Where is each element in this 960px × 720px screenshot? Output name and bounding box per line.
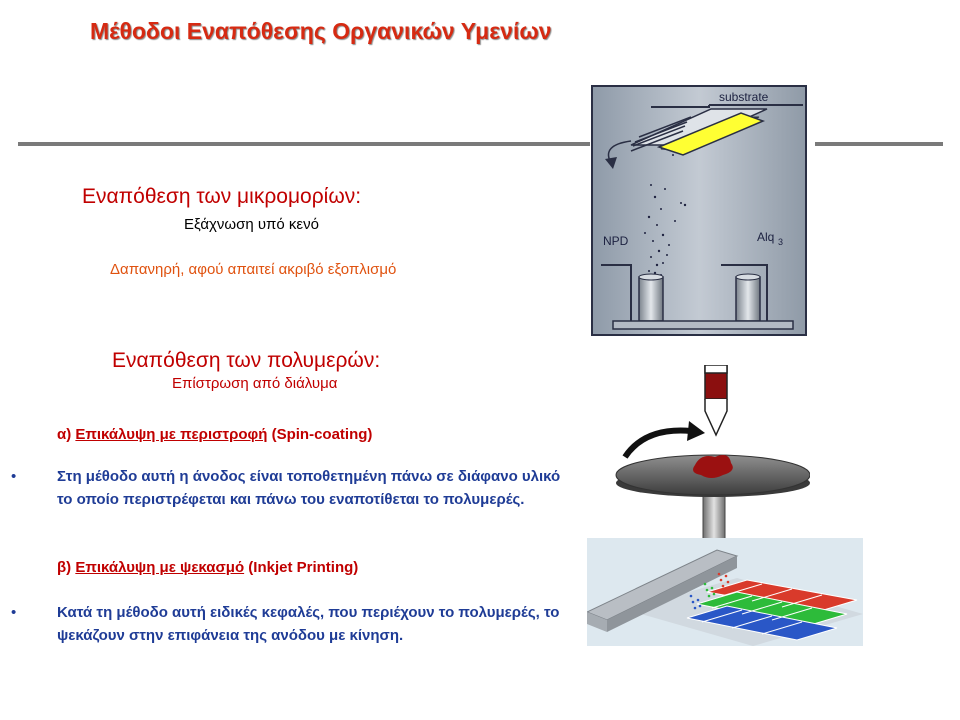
method-a-bullet: • — [11, 468, 17, 485]
substrate-label: substrate — [719, 90, 769, 104]
polymers-subheading: Επίστρωση από διάλυμα — [172, 375, 338, 392]
method-a-prefix: α) — [57, 426, 76, 443]
title-divider-right — [815, 142, 943, 146]
method-b-bullet: • — [11, 604, 17, 621]
polymers-heading: Εναπόθεση των πολυμερών: — [112, 349, 381, 372]
alq3-subscript: 3 — [778, 237, 784, 247]
method-a-title — [57, 426, 372, 443]
method-a-suffix: (Spin-coating) — [267, 426, 373, 443]
method-a-description: Στη μέθοδο αυτή η άνοδος είναι τοποθετημένη πάνω σε διάφανο υλικό το οποίο περιστρέφεται και πάνω του εναποτίθεται το πολυμερές. — [57, 468, 561, 508]
method-a-name: Επικάλυψη με περιστροφή — [75, 426, 268, 443]
npd-label: NPD — [603, 234, 629, 248]
slide-title: Μέθοδοι Εναπόθεσης Οργανικών Υμενίων — [90, 18, 552, 44]
small-molecules-note: Δαπανηρή, αφού απαιτεί ακριβό εξοπλισμό — [110, 261, 397, 278]
small-molecules-heading: Εναπόθεση των μικρομορίων: — [82, 185, 362, 208]
inkjet-printing-illustration — [587, 538, 863, 646]
method-b-description: Κατά τη μέθοδο αυτή ειδικές κεφαλές, που περιέχουν το πολυμερές, το ψεκάζουν στην επιφάνεια της ανόδου με κίνηση. — [57, 604, 560, 644]
method-b-name: Επικάλυψη με ψεκασμό — [75, 559, 245, 576]
small-molecules-subheading: Εξάχνωση υπό κενό — [184, 216, 319, 233]
method-b-title — [57, 559, 358, 576]
spin-coating-illustration — [605, 365, 810, 540]
vacuum-evaporation-diagram — [591, 85, 807, 336]
method-b-suffix: (Inkjet Printing) — [244, 559, 359, 576]
method-b-prefix: β) — [57, 559, 76, 576]
title-divider-left — [18, 142, 590, 146]
alq3-label: Alq — [757, 230, 775, 244]
